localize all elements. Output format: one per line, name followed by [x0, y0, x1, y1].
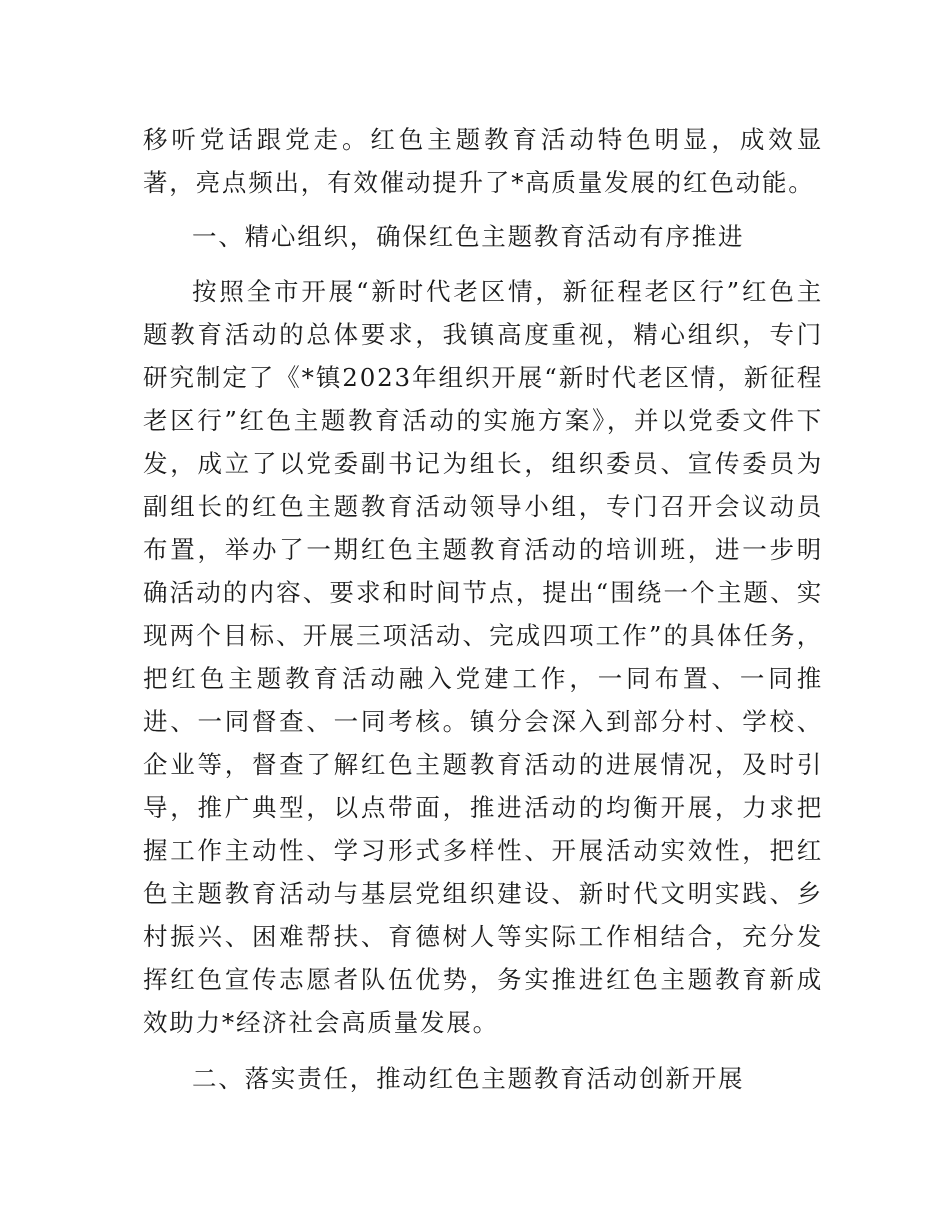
section-heading-1: 一、精心组织，确保红色主题教育活动有序推进 [192, 222, 745, 251]
document-body [143, 118, 823, 1112]
paragraph-section-1: 按照全市开展“新时代老区情，新征程老区行”红色主题教育活动的总体要求，我镇高度重视，精心组织，专门研究制定了《*镇2023年组织开展“新时代老区情，新征程老区行”红色主题教育活动的实施方案》，并以党委文件下发，成立了以党委副书记为组长，组织委员、宣传委员为副组长的红色主题教育活动领导小组，专门召开会议动员布置，举办了一期红色主题教育活动的培训班，进一步明确活动的内容、要求和时间节点，提出“围绕一个主题、实现两个目标、开展三项活动、完成四项工作”的具体任务，把红色主题教育活动融入党建工作，一同布置、一同推进、一同督查、一同考核。镇分会深入到部分村、学校、企业等，督查了解红色主题教育活动的进展情况，及时引导，推广典型，以点带面，推进活动的均衡开展，力求把握工作主动性、学习形式多样性、开展活动实效性，把红色主题教育活动与基层党组织建设、新时代文明实践、乡村振兴、困难帮扶、育德树人等实际工作相结合，充分发挥红色宣传志愿者队伍优势，务实推进红色主题教育新成效助力*经济社会高质量发展。 [143, 277, 823, 1037]
section-heading-2: 二、落实责任，推动红色主题教育活动创新开展 [192, 1064, 745, 1093]
paragraph-continuation: 移听党话跟党走。红色主题教育活动特色明显，成效显著，亮点频出，有效催动提升了*高质量发展的红色动能。 [143, 125, 823, 197]
